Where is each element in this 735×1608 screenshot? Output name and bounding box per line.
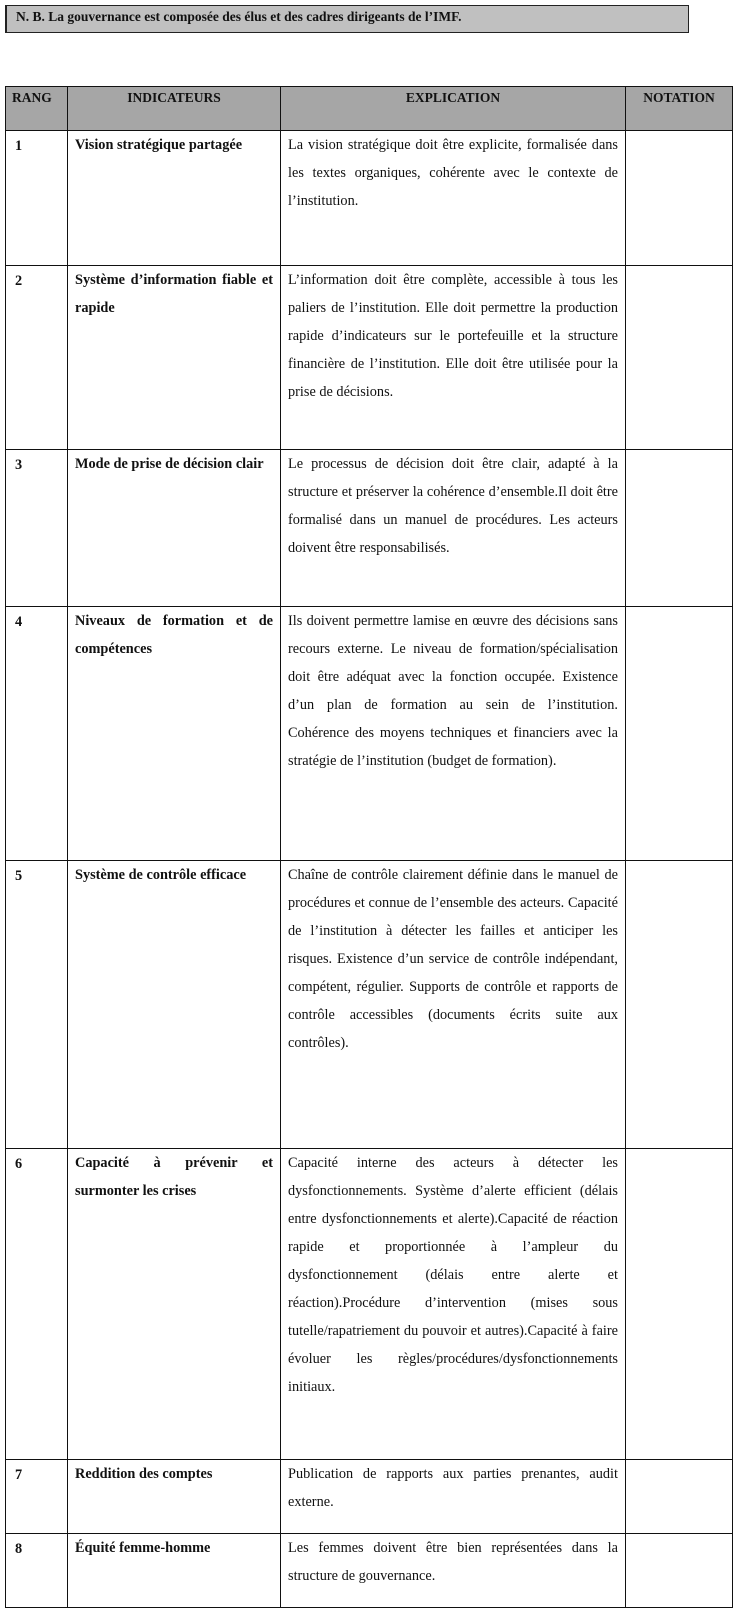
- notation-cell[interactable]: [626, 607, 733, 861]
- rang-cell: 2: [6, 266, 68, 450]
- governance-indicators-table: [5, 86, 733, 1608]
- header-rang: RANG: [6, 87, 68, 131]
- indicateur-cell: Équité femme-homme: [68, 1534, 281, 1608]
- indicateur-cell: Niveaux de formation et de compétences: [68, 607, 281, 861]
- notation-cell[interactable]: [626, 861, 733, 1149]
- rang-cell: 1: [6, 131, 68, 266]
- rang-cell: 5: [6, 861, 68, 1149]
- explication-cell: Le processus de décision doit être clair, adapté à la structure et préserver la cohérence d’ensemble.Il doit être formalisé dans un manuel de procédures. Les acteurs doivent être responsabilisés.: [281, 450, 626, 607]
- explication-cell: Publication de rapports aux parties prenantes, audit externe.: [281, 1460, 626, 1534]
- table-row: [6, 1149, 733, 1460]
- indicateur-cell: Système de contrôle efficace: [68, 861, 281, 1149]
- indicateur-cell: Mode de prise de décision clair: [68, 450, 281, 607]
- header-explication: EXPLICATION: [281, 87, 626, 131]
- table-row: [6, 131, 733, 266]
- explication-cell: Ils doivent permettre lamise en œuvre des décisions sans recours externe. Le niveau de formation/spécialisation doit être adéquat avec la fonction occupée. Existence d’un plan de formation au sein de l’institution. Cohérence des moyens techniques et financiers avec la stratégie de l’institution (budget de formation).: [281, 607, 626, 861]
- indicateur-cell: Reddition des comptes: [68, 1460, 281, 1534]
- explication-cell: L’information doit être complète, accessible à tous les paliers de l’institution. Elle doit permettre la production rapide d’indicateurs sur le portefeuille et la structure financière de l’institution. Elle doit être utilisée pour la prise de décisions.: [281, 266, 626, 450]
- header-notation: NOTATION: [626, 87, 733, 131]
- table-row: [6, 1460, 733, 1534]
- table-row: [6, 1534, 733, 1608]
- table-row: [6, 607, 733, 861]
- rang-cell: 8: [6, 1534, 68, 1608]
- table-row: [6, 266, 733, 450]
- rang-cell: 7: [6, 1460, 68, 1534]
- explication-cell: Les femmes doivent être bien représentées dans la structure de gouvernance.: [281, 1534, 626, 1608]
- indicateur-cell: Système d’information fiable et rapide: [68, 266, 281, 450]
- table-row: [6, 861, 733, 1149]
- note-text: N. B. La gouvernance est composée des élus et des cadres dirigeants de l’IMF.: [16, 9, 462, 24]
- notation-cell[interactable]: [626, 1149, 733, 1460]
- rang-cell: 6: [6, 1149, 68, 1460]
- explication-cell: Capacité interne des acteurs à détecter les dysfonctionnements. Système d’alerte efficient (délais entre dysfonctionnements et alerte).Capacité de réaction rapide et proportionnée à l’ampleur du dysfonctionnement (délais entre alerte et réaction).Procédure d’intervention (mises sous tutelle/rapatriement du pouvoir et autres).Capacité à faire évoluer les règles/procédures/dysfonctionnements initiaux.: [281, 1149, 626, 1460]
- notation-cell[interactable]: [626, 131, 733, 266]
- explication-cell: La vision stratégique doit être explicite, formalisée dans les textes organiques, cohérente avec le contexte de l’institution.: [281, 131, 626, 266]
- table-row: [6, 450, 733, 607]
- rang-cell: 4: [6, 607, 68, 861]
- notation-cell[interactable]: [626, 450, 733, 607]
- indicateur-cell: Vision stratégique partagée: [68, 131, 281, 266]
- rang-cell: 3: [6, 450, 68, 607]
- notation-cell[interactable]: [626, 266, 733, 450]
- header-indicateurs: INDICATEURS: [68, 87, 281, 131]
- explication-cell: Chaîne de contrôle clairement définie dans le manuel de procédures et connue de l’ensemble des acteurs. Capacité de l’institution à détecter les failles et anticiper les risques. Existence d’un service de contrôle indépendant, compétent, régulier. Supports de contrôle et rapports de contrôle accessibles (documents écrits suite aux contrôles).: [281, 861, 626, 1149]
- notation-cell[interactable]: [626, 1534, 733, 1608]
- indicateur-cell: Capacité à prévenir et surmonter les crises: [68, 1149, 281, 1460]
- table-header-row: [6, 87, 733, 131]
- governance-note: [5, 5, 689, 33]
- notation-cell[interactable]: [626, 1460, 733, 1534]
